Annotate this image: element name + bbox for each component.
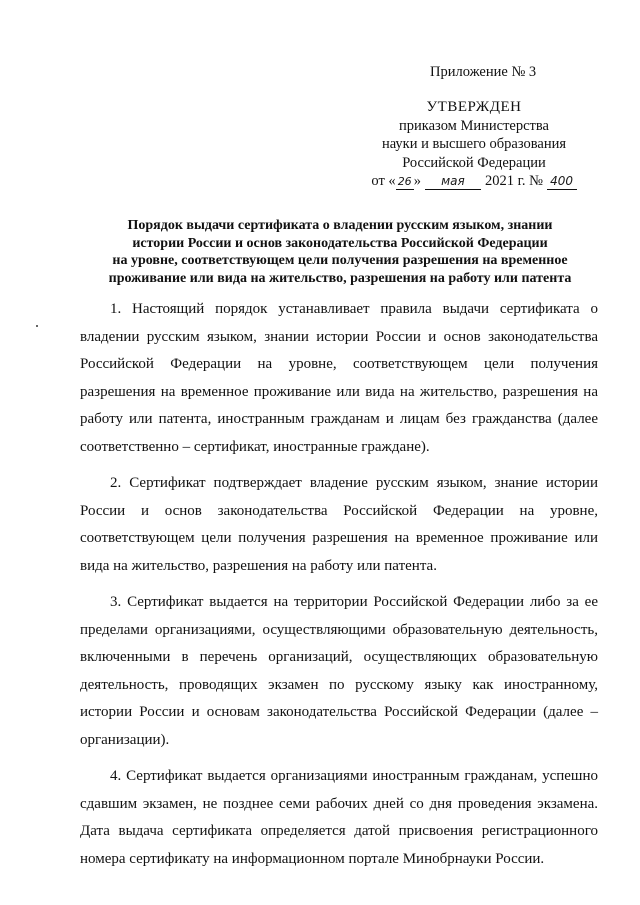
approved-heading: УТВЕРЖДЕН [426, 99, 522, 115]
handwritten-month: мая [425, 174, 481, 190]
handwritten-day: 26 [397, 175, 412, 188]
appendix-label: Приложение № 3 [430, 64, 537, 80]
title-line-1: Порядок выдачи сертификата о владении русским языком, знании [127, 218, 553, 233]
approved-line-ministry: приказом Министерства [399, 117, 549, 134]
date-year: 2021 г. № [484, 173, 543, 189]
title-line-4: проживание или вида на жительство, разрешения на работу или патента [108, 270, 572, 286]
paragraph-2: 2. Сертификат подтверждает владение русским языком, знание истории России и основ законодательства Российской Федерации на уровне, соответствующем цели получения разрешения на временное проживание или вида на жительство, разрешения на работу или патента. [80, 475, 598, 574]
document-body [80, 296, 598, 882]
title-line-2: истории России и основ законодательства Российской Федерации [132, 235, 548, 251]
paragraph-4: 4. Сертификат выдается организациями иностранным гражданам, успешно сдавшим экзамен, не позднее семи рабочих дней со дня проведения экзамена. Дата выдача сертификата определяется датой присвоения регистрационного номера сертификату на информационном портале Минобрнауки России. [80, 768, 598, 867]
scan-dot [36, 325, 38, 327]
paragraph-3: 3. Сертификат выдается на территории Российской Федерации либо за ее пределами организациями, осуществляющими образовательную деятельность, включенными в перечень организаций, осуществляющих образовательную деятельность, проводящих экзамен по русскому языку как иностранному, истории России и основам законодательства Российской Федерации (далее – организации). [80, 594, 598, 748]
approved-line-science: науки и высшего образования [381, 136, 567, 152]
document-title [70, 217, 610, 287]
paragraph-1: 1. Настоящий порядок устанавливает правила выдачи сертификата о владении русским языком, знании истории России и основ законодательства Российской Федерации на уровне, соответствующем цели получения разрешения на временное проживание или вида на жительство, разрешения на работу или патента, иностранным гражданам и лицам без гражданства (далее соответственно – сертификат, иностранные граждане). [80, 301, 598, 455]
approved-line-federation: Российской Федерации [402, 154, 546, 171]
handwritten-order-number: 400 [547, 174, 577, 190]
order-date-line [356, 172, 592, 191]
date-mid: » [413, 173, 421, 189]
date-prefix: от « [371, 173, 396, 189]
approval-block [356, 98, 592, 191]
title-line-3: на уровне, соответствующем цели получения разрешения на временное [112, 253, 568, 268]
